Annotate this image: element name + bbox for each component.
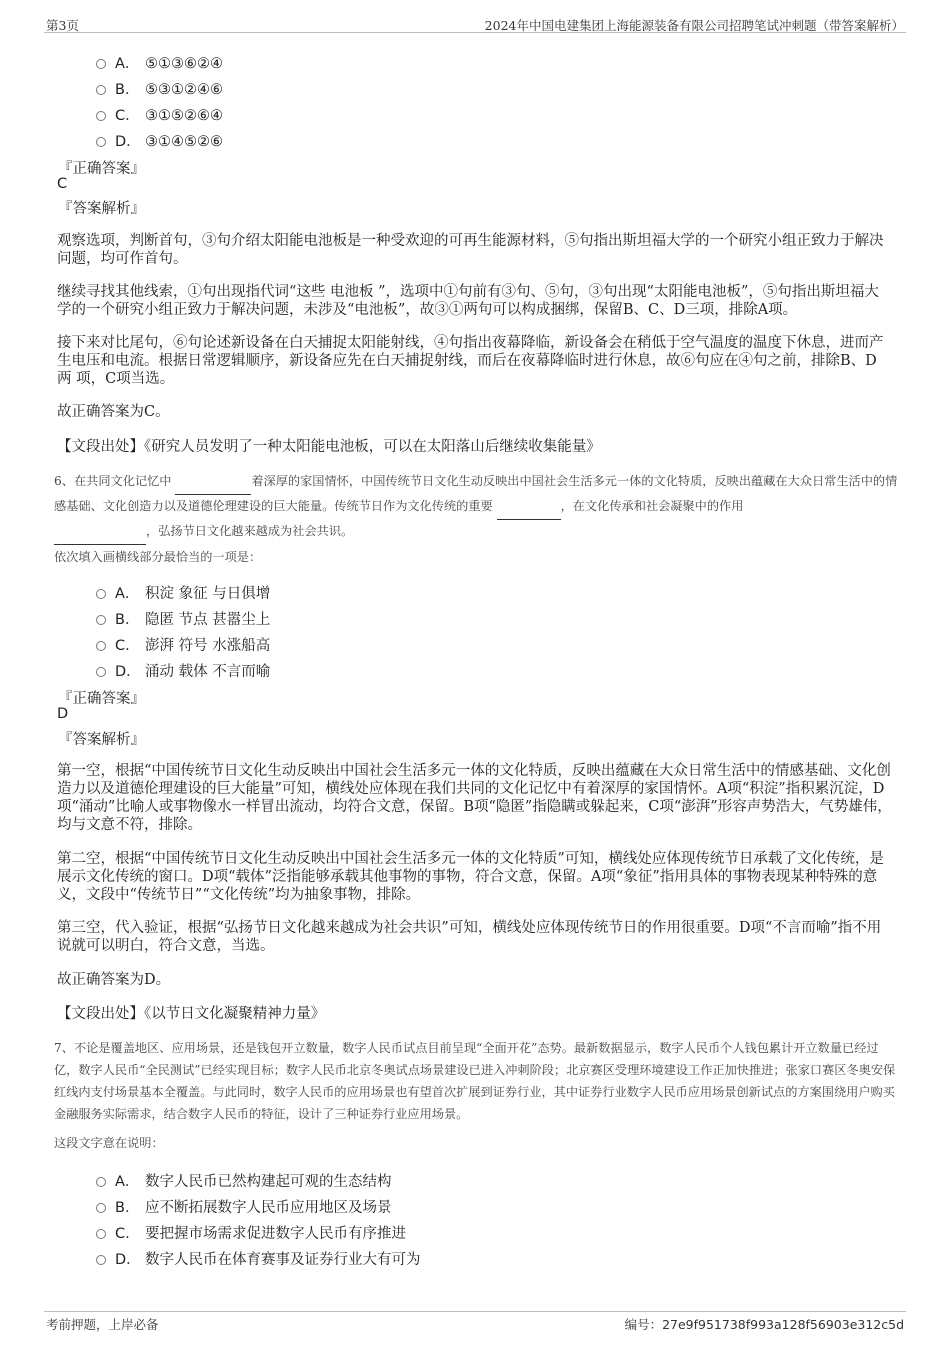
- q6-option-a[interactable]: A． 积淀 象征 与日俱增: [96, 582, 270, 603]
- q5-option-c[interactable]: C． ③①⑤②⑥④: [96, 104, 223, 125]
- q5-answer-label: 『正确答案』: [58, 161, 145, 177]
- q5-analysis-paragraph: 故正确答案为C。: [57, 404, 170, 420]
- q6-option-b[interactable]: B． 隐匿 节点 甚嚣尘上: [96, 608, 270, 629]
- page-footer: [44, 1311, 906, 1342]
- q7-stem: 7、不论是覆盖地区、应用场景，还是钱包开立数量，数字人民币试点目前呈现“全面开花”态势。最新数据显示，数字人民币个人钱包累计开立数量已经过亿，数字人民币“全民测试”已经实现目标；数字人民币北京冬奥试点场景建设已进入冲刺阶段；北京赛区受理环境建设工作正加快推进；张家口赛区冬奥安保红线内支付场景基本全覆盖。与此同时，数字人民币的应用场景也有望首次扩展到证券行业，其中证券行业数字人民币应用场景创新试点的方案围绕用户购买金融服务实际需求，结合数字人民币的特征，设计了三种证券行业应用场景。: [54, 1041, 896, 1121]
- q5-analysis-paragraph: 继续寻找其他线索，①句出现指代词“这些 电池板 ”，选项中①句前有③句、⑤句，③句出现“太阳能电池板”，⑤句指出斯坦福大学的一个研究小组正致力于解决问题，未涉及“电池板”，故③①两句可以构成捆绑，保留B、C、D三项，排除A项。: [57, 284, 879, 318]
- fill-blank[interactable]: [54, 522, 146, 545]
- q5-answer: C: [57, 176, 68, 192]
- q6-option-c[interactable]: C． 澎湃 符号 水涨船高: [96, 634, 270, 655]
- q5-option-a[interactable]: A． ⑤①③⑥②④: [96, 52, 223, 73]
- q5-analysis-paragraph: 接下来对比尾句，⑥句论述新设备在白天捕捉太阳能射线，④句指出夜幕降临，新设备会在稍低于空气温度的温度下休息，进而产生电压和电流。根据日常逻辑顺序，新设备应先在白天捕捉射线，而后在夜幕降临时进行休息，故⑥句应在④句之前，排除B、D 两 项，C项当选。: [57, 335, 884, 387]
- q6-stem: 6、在共同文化记忆中 着深厚的家国情怀，中国传统节日文化生动反映出中国社会生活多元一体的文化特质，反映出蕴藏在大众日常生活中的情感基础、文化创造力以及道德伦理建设的巨大能量。传统节日作为文化传统的重要 ，在文化传承和社会凝聚中的作用 ，弘扬节日文化越来越成为社会共识。: [54, 470, 900, 545]
- q6-prompt: 依次填入画横线部分最恰当的一项是：: [54, 550, 262, 564]
- radio-icon[interactable]: [96, 615, 106, 625]
- radio-icon[interactable]: [96, 1203, 106, 1213]
- document-code: 编号：27e9f951738f993a128f56903e312c5d: [624, 1317, 904, 1332]
- page-header: [44, 8, 906, 33]
- q6-analysis-paragraph: 第二空，根据“中国传统节日文化生动反映出中国社会生活多元一体的文化特质”可知，横线处应体现传统节日承载了文化传统，是展示文化传统的窗口。D项“载体”泛指能够承载其他事物的事物，符合文意，保留。A项“象征”指用具体的事物表现某种特殊的意义，文段中“传统节日”“文化传统”均为抽象事物，排除。: [57, 851, 884, 903]
- q5-analysis-label: 『答案解析』: [58, 201, 145, 217]
- footer-slogan: 考前押题，上岸必备: [46, 1317, 159, 1332]
- radio-icon[interactable]: [96, 85, 106, 95]
- q6-analysis-paragraph: 第三空，代入验证，根据“弘扬节日文化越来越成为社会共识”可知，横线处应体现传统节日的作用很重要。D项“不言而喻”指不用说就可以明白，符合文意，当选。: [57, 920, 882, 954]
- q6-answer: D: [57, 706, 69, 722]
- q6-source: 【文段出处】《以节日文化凝聚精神力量》: [57, 1006, 326, 1022]
- radio-icon[interactable]: [96, 59, 106, 69]
- fill-blank[interactable]: [497, 497, 561, 520]
- q6-analysis-paragraph: 第一空，根据“中国传统节日文化生动反映出中国社会生活多元一体的文化特质，反映出蕴藏在大众日常生活中的情感基础、文化创造力以及道德伦理建设的巨大能量”可知，横线处应体现在我们共同的文化记忆中有着深厚的家国情怀。A项“积淀”指积累沉淀，D项“涌动”比喻人或事物像水一样冒出流动，均符合文意，保留。B项“隐匿”指隐瞒或躲起来，C项“澎湃”形容声势浩大，气势雄伟，均与文意不符，排除。: [57, 763, 892, 833]
- q5-option-b[interactable]: B． ⑤③①②④⑥: [96, 78, 223, 99]
- q6-option-d[interactable]: D． 涌动 载体 不言而喻: [96, 660, 270, 681]
- q5-analysis-paragraph: 观察选项，判断首句，③句介绍太阳能电池板是一种受欢迎的可再生能源材料，⑤句指出斯坦福大学的一个研究小组正致力于解决问题，均可作首句。: [57, 233, 884, 267]
- page-number: 第3页: [46, 18, 79, 33]
- q7-option-b[interactable]: B． 应不断拓展数字人民币应用地区及场景: [96, 1196, 392, 1217]
- radio-icon[interactable]: [96, 111, 106, 121]
- radio-icon[interactable]: [96, 589, 106, 599]
- radio-icon[interactable]: [96, 667, 106, 677]
- radio-icon[interactable]: [96, 1177, 106, 1187]
- q7-option-d[interactable]: D． 数字人民币在体育赛事及证券行业大有可为: [96, 1248, 421, 1269]
- fill-blank[interactable]: [175, 472, 251, 495]
- radio-icon[interactable]: [96, 1229, 106, 1239]
- q5-source: 【文段出处】《研究人员发明了一种太阳能电池板，可以在太阳落山后继续收集能量》: [57, 439, 601, 455]
- radio-icon[interactable]: [96, 641, 106, 651]
- q7-option-a[interactable]: A． 数字人民币已然构建起可观的生态结构: [96, 1170, 392, 1191]
- document-title: 2024年中国电建集团上海能源装备有限公司招聘笔试冲刺题（带答案解析）: [484, 18, 904, 33]
- q5-option-d[interactable]: D． ③①④⑤②⑥: [96, 130, 223, 151]
- radio-icon[interactable]: [96, 137, 106, 147]
- radio-icon[interactable]: [96, 1255, 106, 1265]
- q7-option-c[interactable]: C． 要把握市场需求促进数字人民币有序推进: [96, 1222, 406, 1243]
- q7-prompt: 这段文字意在说明：: [54, 1136, 164, 1150]
- q6-answer-label: 『正确答案』: [58, 691, 145, 707]
- q6-analysis-paragraph: 故正确答案为D。: [57, 972, 171, 988]
- q6-analysis-label: 『答案解析』: [58, 732, 145, 748]
